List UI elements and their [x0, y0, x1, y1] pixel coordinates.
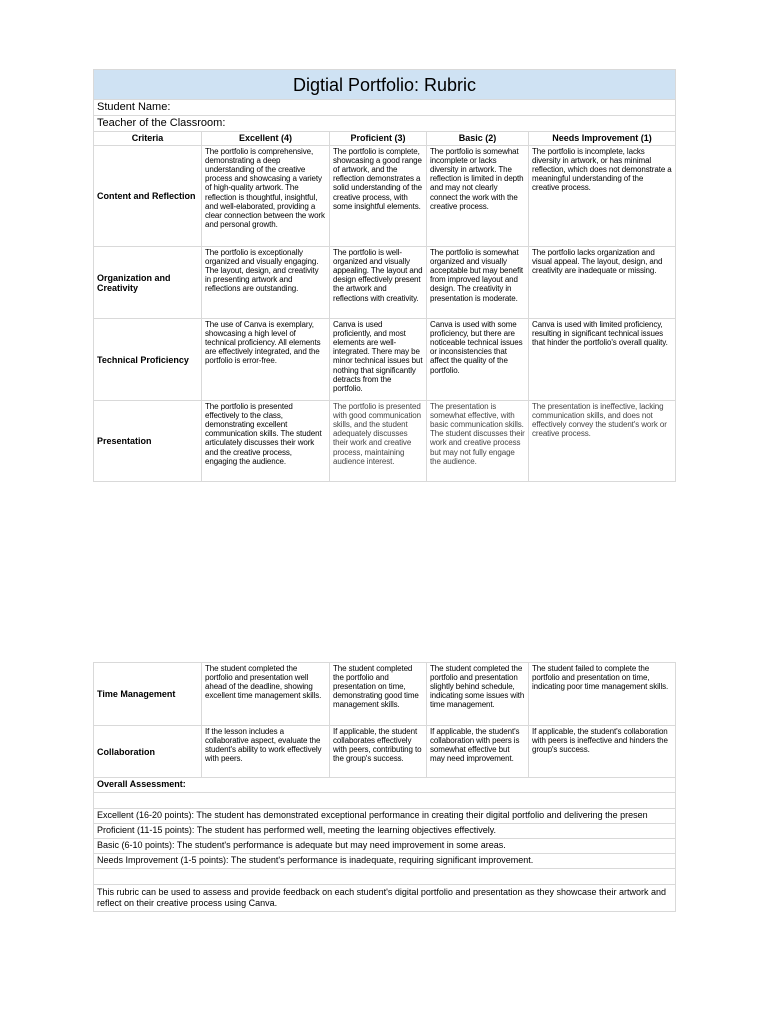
assessment-level-proficient: Proficient (11-15 points): The student has performed well, meeting the learning objectives effectively. — [94, 824, 676, 839]
excellent-cell: The portfolio is exceptionally organized and visually engaging. The layout, design, and creativity in presenting artwork and reflections are outstanding. — [202, 247, 330, 319]
criteria-cell: Time Management — [94, 663, 202, 726]
rubric-title: Digtial Portfolio: Rubric — [94, 70, 676, 100]
basic-cell: Canva is used with some proficiency, but there are noticeable technical issues or inconsistencies that affect the quality of the portfolio. — [427, 319, 529, 401]
needs-improvement-cell: The presentation is ineffective, lacking communication skills, and does not effectively convey the student's work or creative process. — [529, 401, 676, 482]
rubric-row-content-reflection — [94, 146, 676, 247]
criteria-cell: Presentation — [94, 401, 202, 482]
proficient-cell: The portfolio is complete, showcasing a good range of artwork, and the reflection demonstrates a solid understanding of the creative process, with some insightful elements. — [330, 146, 427, 247]
column-header-excellent: Excellent (4) — [202, 132, 330, 146]
proficient-cell: Canva is used proficiently, and most elements are well-integrated. There may be minor technical issues but nothing that significantly detracts from the portfolio. — [330, 319, 427, 401]
needs-improvement-cell: The student failed to complete the portfolio and presentation on time, indicating poor time management skills. — [529, 663, 676, 726]
assessment-level-needs-improvement: Needs Improvement (1-5 points): The student's performance is inadequate, requiring significant improvement. — [94, 854, 676, 869]
criteria-cell: Collaboration — [94, 726, 202, 778]
student-name-label[interactable]: Student Name: — [94, 100, 676, 116]
basic-cell: The portfolio is somewhat organized and visually acceptable but may benefit from improved layout and design. The creativity in presentation is moderate. — [427, 247, 529, 319]
proficient-cell: The portfolio is presented with good communication skills, and the student adequately discusses their work and creative process, maintaining audience interest. — [330, 401, 427, 482]
needs-improvement-cell: If applicable, the student's collaboration with peers is ineffective and hinders the group's success. — [529, 726, 676, 778]
rubric-row-collaboration — [94, 726, 676, 778]
needs-improvement-cell: The portfolio is incomplete, lacks diversity in artwork, or has minimal reflection, which does not demonstrate a meaningful understanding of the creative process. — [529, 146, 676, 247]
needs-improvement-cell: Canva is used with limited proficiency, resulting in significant technical issues that hinder the portfolio's overall quality. — [529, 319, 676, 401]
column-header-proficient: Proficient (3) — [330, 132, 427, 146]
proficient-cell: The portfolio is well-organized and visually appealing. The layout and design effectively present the artwork and reflections with creativity. — [330, 247, 427, 319]
excellent-cell: The student completed the portfolio and presentation well ahead of the deadline, showing excellent time management skills. — [202, 663, 330, 726]
basic-cell: If applicable, the student's collaboration with peers is somewhat effective but may need improvement. — [427, 726, 529, 778]
basic-cell: The student completed the portfolio and presentation slightly behind schedule, indicating some issues with time management. — [427, 663, 529, 726]
excellent-cell: The portfolio is comprehensive, demonstrating a deep understanding of the creative process and showcasing a variety of high-quality artwork. The reflection is thoughtful, insightful, and well-elaborated, providing a clear connection between the work and personal growth. — [202, 146, 330, 247]
teacher-label[interactable]: Teacher of the Classroom: — [94, 116, 676, 132]
column-header-row — [94, 132, 676, 146]
blank-cell — [94, 869, 676, 885]
needs-improvement-cell: The portfolio lacks organization and visual appeal. The layout, design, and creativity are inadequate or missing. — [529, 247, 676, 319]
rubric-row-presentation — [94, 401, 676, 482]
basic-cell: The presentation is somewhat effective, with basic communication skills. The student discusses their work and creative process but may not fully engage the audience. — [427, 401, 529, 482]
assessment-level-basic: Basic (6-10 points): The student's performance is adequate but may need improvement in some areas. — [94, 839, 676, 854]
excellent-cell: If the lesson includes a collaborative aspect, evaluate the student's ability to work effectively with peers. — [202, 726, 330, 778]
overall-assessment-label: Overall Assessment: — [94, 778, 676, 793]
criteria-cell: Organization and Creativity — [94, 247, 202, 319]
rubric-table-top — [93, 69, 676, 482]
proficient-cell: The student completed the portfolio and presentation on time, demonstrating good time management skills. — [330, 663, 427, 726]
column-header-basic: Basic (2) — [427, 132, 529, 146]
basic-cell: The portfolio is somewhat incomplete or lacks diversity in artwork. The reflection is limited in depth and may not clearly connect the work with the creative process. — [427, 146, 529, 247]
criteria-cell: Content and Reflection — [94, 146, 202, 247]
rubric-row-time-management — [94, 663, 676, 726]
rubric-row-technical-proficiency — [94, 319, 676, 401]
column-header-needs-improvement: Needs Improvement (1) — [529, 132, 676, 146]
excellent-cell: The use of Canva is exemplary, showcasing a high level of technical proficiency. All elements are effectively integrated, and the portfolio is error-free. — [202, 319, 330, 401]
excellent-cell: The portfolio is presented effectively to the class, demonstrating excellent communication skills. The student articulately discusses their work and the creative process, engaging the audience. — [202, 401, 330, 482]
column-header-criteria: Criteria — [94, 132, 202, 146]
rubric-row-organization-creativity — [94, 247, 676, 319]
proficient-cell: If applicable, the student collaborates effectively with peers, contributing to the group's success. — [330, 726, 427, 778]
footer-note: This rubric can be used to assess and provide feedback on each student's digital portfolio and presentation as they showcase their artwork and reflect on their creative process using Canva. — [94, 885, 676, 912]
assessment-level-excellent: Excellent (16-20 points): The student has demonstrated exceptional performance in creating their digital portfolio and delivering the presen — [94, 809, 676, 824]
criteria-cell: Technical Proficiency — [94, 319, 202, 401]
blank-cell — [94, 793, 676, 809]
rubric-table-bottom — [93, 662, 676, 912]
